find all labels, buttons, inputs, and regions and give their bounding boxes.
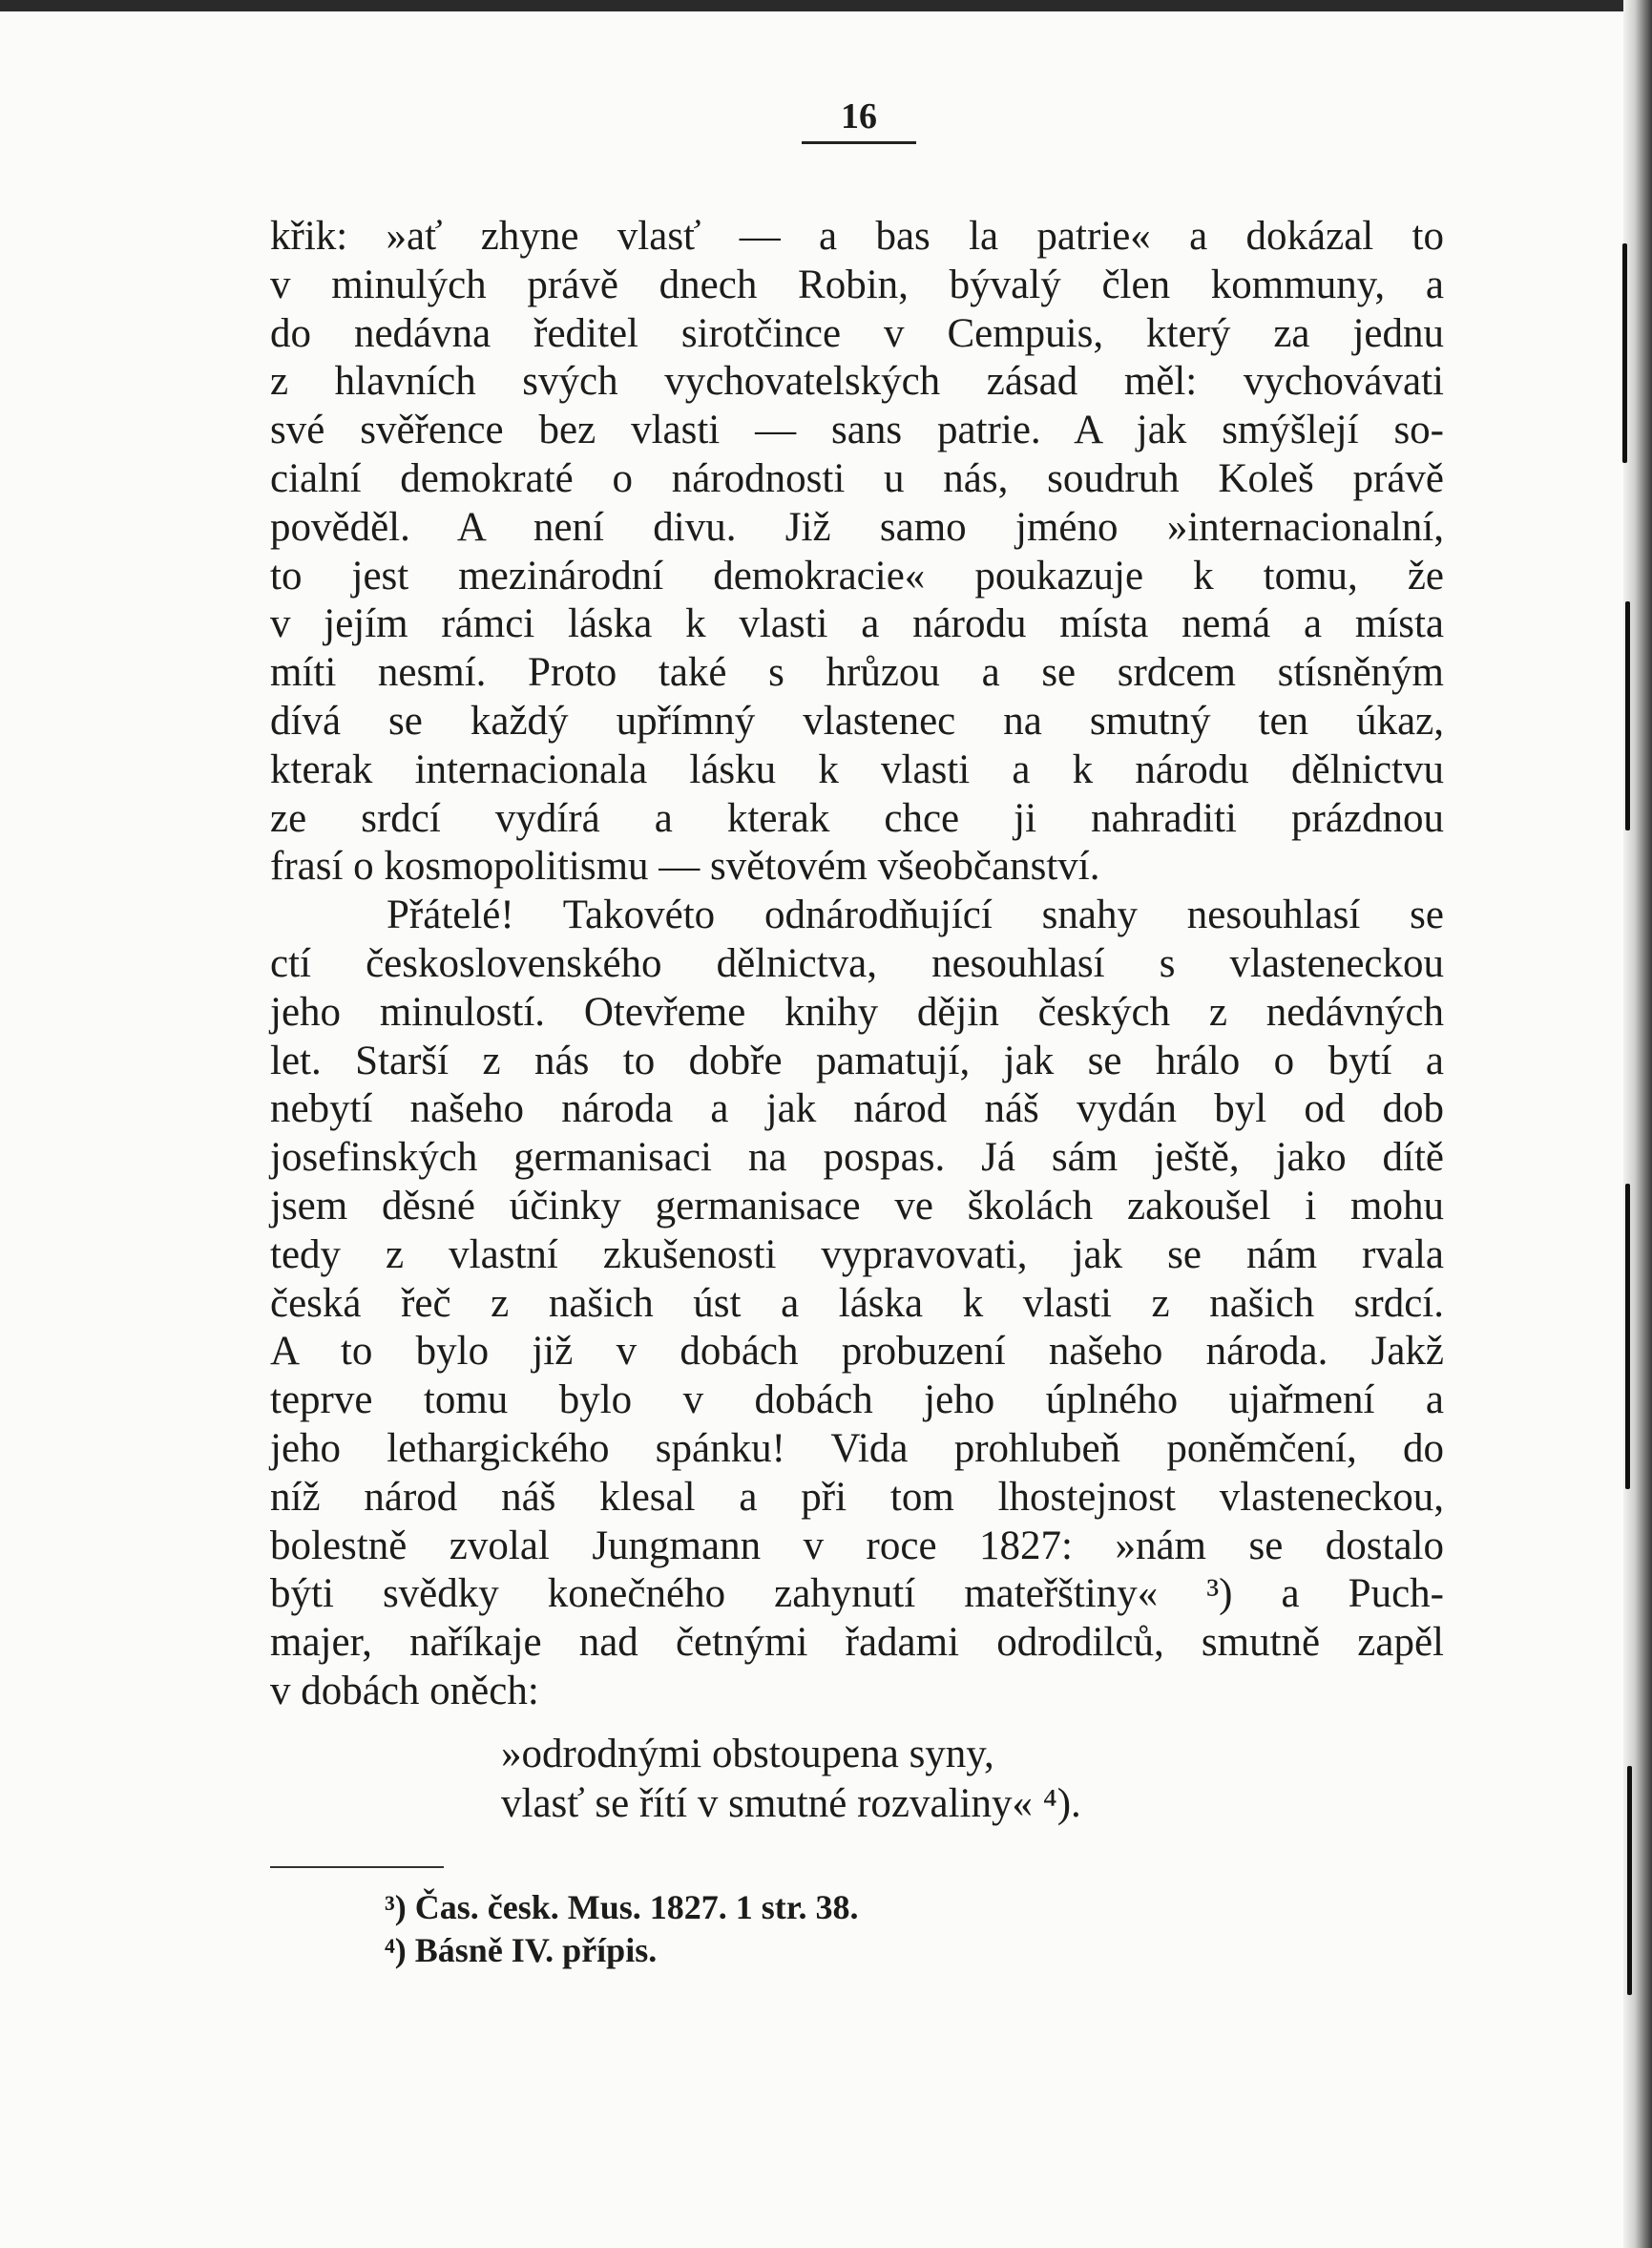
text-line: dívá se každý upřímný vlastenec na smutný ten úkaz, — [270, 698, 1444, 744]
page-number: 16 — [841, 96, 877, 137]
text-line: své svěřence bez vlasti — sans patrie. A jak smýšlejí so- — [270, 408, 1444, 453]
verse-line: vlasť se řítí v smutné rozvaliny« ⁴). — [501, 1781, 1081, 1826]
footnote-separator — [270, 1866, 444, 1868]
text-line: cialní demokraté o národnosti u nás, soudruh Koleš právě — [270, 455, 1444, 501]
text-line: jsem děsné účinky germanisace ve školách zakoušel i mohu — [270, 1183, 1444, 1229]
page-number-underline — [802, 141, 916, 144]
scan-top-edge — [0, 0, 1652, 11]
text-line: to jest mezinárodní demokracie« poukazuje k tomu, že — [270, 553, 1444, 599]
text-line: křik: »ať zhyne vlasť — a bas la patrie« a dokázal to — [270, 214, 1444, 259]
footnotes — [385, 1886, 858, 1972]
text-line: v jejím rámci láska k vlasti a národu místa nemá a místa — [270, 601, 1444, 647]
text-line: pověděl. A není divu. Již samo jméno »internacionalní, — [270, 504, 1444, 550]
binding-mark — [1622, 243, 1627, 463]
binding-mark — [1625, 601, 1630, 830]
text-line: kterak internacionala lásku k vlasti a k národu dělnictvu — [270, 746, 1444, 792]
text-line: frasí o kosmopolitismu — světovém všeobčanství. — [270, 844, 1100, 890]
footnote: ⁴) Básně IV. přípis. — [385, 1931, 658, 1969]
text-line: míti nesmí. Proto také s hrůzou a se srdcem stísněným — [270, 650, 1444, 696]
text-line: ze srdcí vydírá a kterak chce ji nahraditi prázdnou — [270, 795, 1444, 841]
text-line: česká řeč z našich úst a láska k vlasti z našich srdcí. — [270, 1280, 1444, 1326]
text-line: A to bylo již v dobách probuzení našeho národa. Jakž — [270, 1329, 1444, 1375]
text-line: v dobách oněch: — [270, 1668, 539, 1713]
text-line: ctí československého dělnictva, nesouhlasí s vlasteneckou — [270, 940, 1444, 986]
text-line: nebytí našeho národa a jak národ náš vydán byl od dob — [270, 1086, 1444, 1132]
footnote: ³) Čas. česk. Mus. 1827. 1 str. 38. — [385, 1888, 859, 1926]
text-line: bolestně zvolal Jungmann v roce 1827: »nám se dostalo — [270, 1523, 1444, 1568]
text-line: jeho lethargického spánku! Vida prohlubeň poněmčení, do — [270, 1425, 1444, 1471]
text-line: teprve tomu bylo v dobách jeho úplného ujařmení a — [270, 1377, 1444, 1423]
binding-mark — [1625, 1184, 1630, 1489]
text-line: býti svědky konečného zahynutí mateřštiny« ³) a Puch- — [270, 1571, 1444, 1617]
binding-mark — [1627, 1766, 1632, 1995]
text-line: majer, naříkaje nad četnými řadami odrodilců, smutně zapěl — [270, 1620, 1444, 1666]
verse-line: »odrodnými obstoupena syny, — [501, 1732, 994, 1776]
text-line: v minulých právě dnech Robin, bývalý člen kommuny, a — [270, 262, 1444, 307]
text-line: Přátelé! Takovéto odnárodňující snahy nesouhlasí se — [387, 893, 1444, 938]
text-line: josefinských germanisaci na pospas. Já sám ještě, jako dítě — [270, 1135, 1444, 1181]
text-line: tedy z vlastní zkušenosti vypravovati, jak se nám rvala — [270, 1231, 1444, 1277]
verse-quote — [501, 1730, 1081, 1829]
text-line: níž národ náš klesal a při tom lhostejnost vlasteneckou, — [270, 1474, 1444, 1520]
text-line: let. Starší z nás to dobře pamatují, jak se hrálo o bytí a — [270, 1038, 1444, 1083]
body-text — [270, 213, 1444, 1716]
text-line: jeho minulostí. Otevřeme knihy dějin českých z nedávných — [270, 989, 1444, 1035]
text-line: z hlavních svých vychovatelských zásad měl: vychovávati — [270, 359, 1444, 405]
text-line: do nedávna ředitel sirotčince v Cempuis, který za jednu — [270, 310, 1444, 356]
